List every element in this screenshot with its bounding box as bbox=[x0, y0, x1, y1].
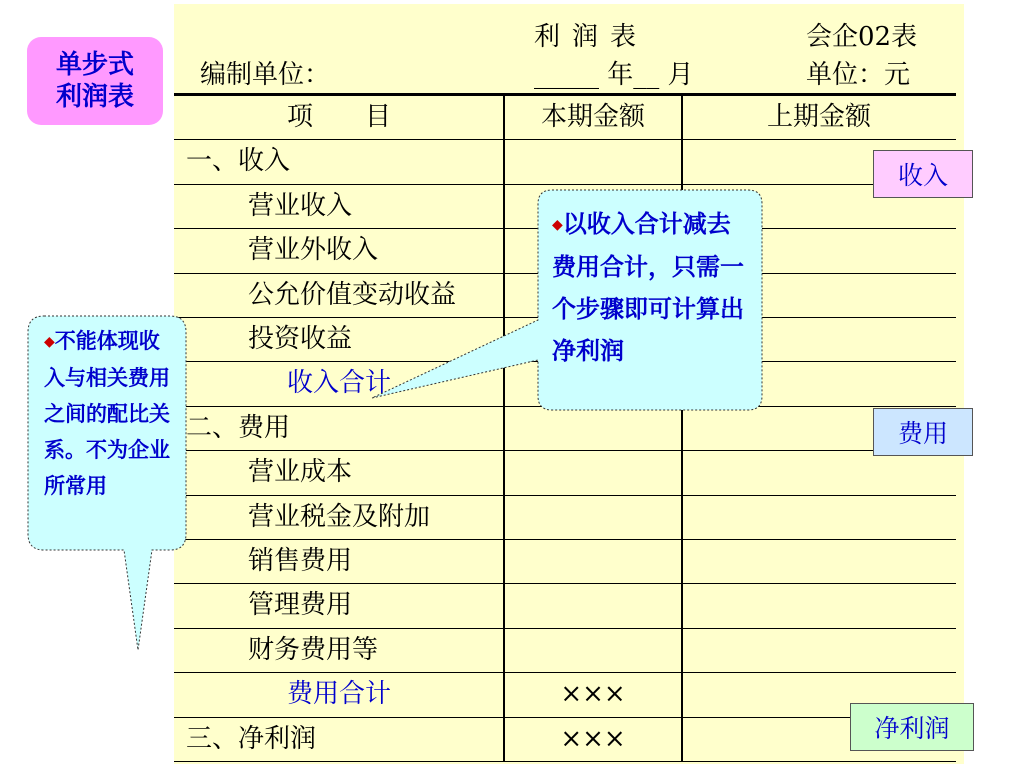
statement-title: 利润表 bbox=[534, 22, 649, 52]
row-item-label: 公允价值变动收益 bbox=[248, 280, 457, 310]
row-item-label: 收入合计 bbox=[286, 368, 391, 398]
row-item-label: 二、费用 bbox=[186, 413, 291, 443]
right-callout-label: 以收入合计减去费用合计，只需一个步骤即可计算出净利润 bbox=[552, 210, 744, 365]
row-item-label: 费用合计 bbox=[286, 679, 391, 709]
diamond-bullet-icon: ◆ bbox=[552, 217, 563, 233]
right-callout-text bbox=[552, 203, 752, 372]
row-item-label: 营业外收入 bbox=[248, 235, 379, 265]
col-header-previous: 上期金额 bbox=[766, 102, 871, 132]
period-label: _____ 年__ 月 bbox=[534, 60, 694, 90]
row-item-label: 三、净利润 bbox=[186, 724, 317, 754]
row-item-label: 营业收入 bbox=[248, 191, 353, 221]
col-header-item: 项 目 bbox=[286, 102, 391, 132]
org-label: 编制单位： bbox=[200, 60, 331, 90]
form-code: 会企02表 bbox=[806, 22, 918, 52]
cost-tag: 费用 bbox=[873, 408, 973, 456]
row-current-amount: ××× bbox=[560, 679, 626, 709]
badge-line1: 单步式 bbox=[55, 50, 134, 80]
row-item-label: 营业税金及附加 bbox=[248, 502, 431, 532]
row-current-amount: ××× bbox=[560, 724, 626, 754]
row-item-label: 营业成本 bbox=[248, 457, 353, 487]
col-header-current: 本期金额 bbox=[540, 102, 645, 132]
row-item-label: 财务费用等 bbox=[248, 635, 379, 665]
row-item-label: 管理费用 bbox=[248, 590, 353, 620]
diamond-bullet-icon: ◆ bbox=[44, 334, 55, 350]
row-item-label: 一、收入 bbox=[186, 146, 291, 176]
badge-line2: 利润表 bbox=[55, 82, 134, 112]
net-profit-tag: 净利润 bbox=[850, 703, 974, 751]
left-callout-text bbox=[44, 323, 176, 504]
currency-unit: 单位：元 bbox=[806, 60, 911, 90]
row-item-label: 投资收益 bbox=[248, 324, 353, 354]
left-callout-label: 不能体现收入与相关费用之间的配比关系。不为企业所常用 bbox=[44, 329, 170, 498]
income-tag: 收入 bbox=[873, 150, 973, 198]
row-item-label: 销售费用 bbox=[248, 546, 353, 576]
